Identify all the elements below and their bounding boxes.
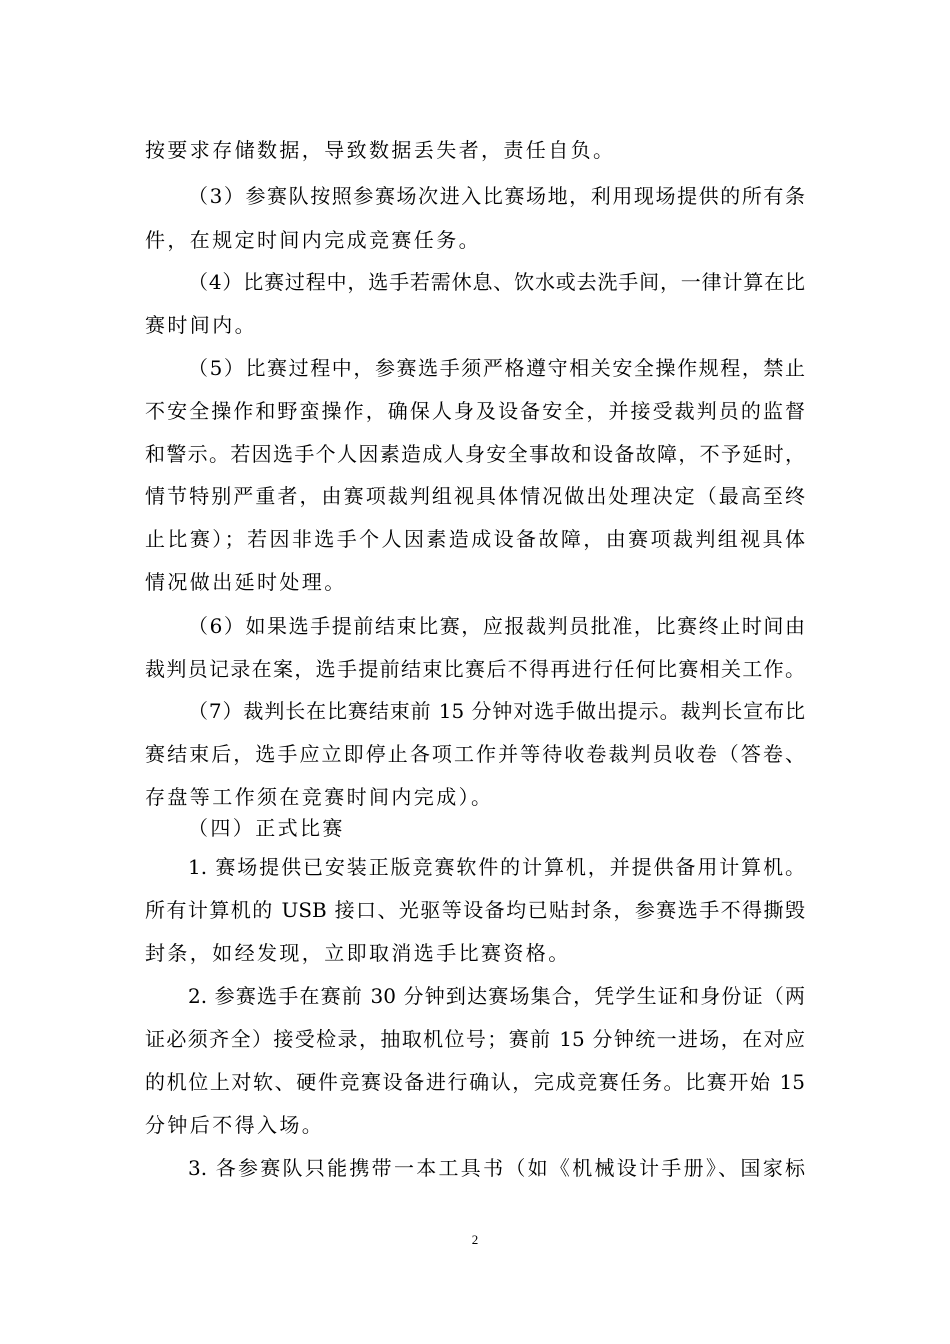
paragraph-line: （4）比赛过程中，选手若需休息、饮水或去洗手间，一律计算在比 [188,270,805,294]
paragraph-line: 件，在规定时间内完成竞赛任务。 [145,228,481,252]
paragraph-line: 裁判员记录在案，选手提前结束比赛后不得再进行任何比赛相关工作。 [145,657,805,681]
paragraph-line: 和警示。若因选手个人因素造成人身安全事故和设备故障，不予延时， [145,442,805,466]
paragraph-line: （7）裁判长在比赛结束前 15 分钟对选手做出提示。裁判长宣布比 [188,699,805,723]
paragraph-line: 赛结束后，选手应立即停止各项工作并等待收卷裁判员收卷（答卷、 [145,742,805,766]
paragraph-line: 封条，如经发现，立即取消选手比赛资格。 [145,941,571,965]
paragraph-line: 的机位上对软、硬件竞赛设备进行确认，完成竞赛任务。比赛开始 15 [145,1070,805,1094]
paragraph-line: 3. 各参赛队只能携带一本工具书（如《机械设计手册》、国家标 [188,1156,805,1180]
paragraph-line: 分钟后不得入场。 [145,1113,325,1137]
paragraph-line: 赛时间内。 [145,313,257,337]
paragraph-line: 止比赛）；若因非选手个人因素造成设备故障，由赛项裁判组视具体 [145,527,805,551]
paragraph-line: 存盘等工作须在竞赛时间内完成）。 [145,785,494,809]
paragraph-line: （5）比赛过程中，参赛选手须严格遵守相关安全操作规程，禁止 [188,356,805,380]
section-heading: （四）正式比赛 [188,816,345,840]
page-number: 2 [471,1232,479,1247]
paragraph-line: 2. 参赛选手在赛前 30 分钟到达赛场集合，凭学生证和身份证（两 [188,984,805,1008]
paragraph-line: 情节特别严重者，由赛项裁判组视具体情况做出处理决定（最高至终 [145,484,805,508]
paragraph-line: 不安全操作和野蛮操作，确保人身及设备安全，并接受裁判员的监督 [145,399,805,423]
paragraph-line: 按要求存储数据，导致数据丢失者，责任自负。 [145,138,616,162]
paragraph-line: （3）参赛队按照参赛场次进入比赛场地，利用现场提供的所有条 [188,184,805,208]
paragraph-line: 情况做出延时处理。 [145,570,347,594]
paragraph-line: 所有计算机的 USB 接口、光驱等设备均已贴封条，参赛选手不得撕毁 [145,898,805,922]
paragraph-line: 1. 赛场提供已安装正版竞赛软件的计算机，并提供备用计算机。 [188,855,805,879]
paragraph-line: （6）如果选手提前结束比赛，应报裁判员批准，比赛终止时间由 [188,614,805,638]
paragraph-line: 证必须齐全）接受检录，抽取机位号；赛前 15 分钟统一进场，在对应 [145,1027,805,1051]
